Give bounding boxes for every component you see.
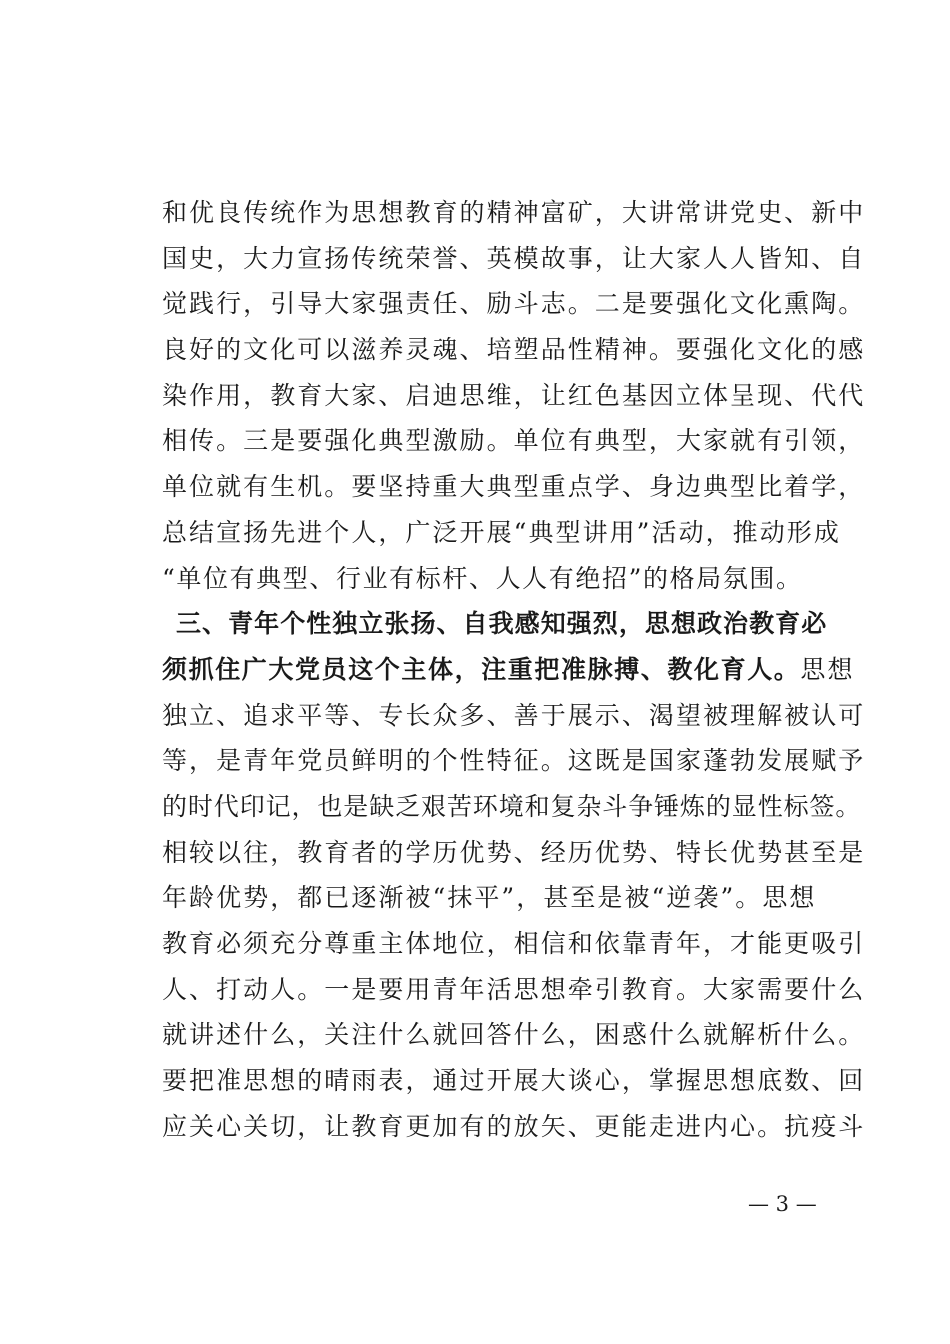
text-line: 教育必须充分尊重主体地位，相信和依靠青年，才能更吸引 <box>162 929 866 958</box>
text-line: 相传。三是要强化典型激励。单位有典型，大家就有引领， <box>162 426 866 456</box>
text-line: 总结宣扬先进个人，广泛开展“典型讲用”活动，推动形成 <box>162 517 841 547</box>
text-line: 就讲述什么，关注什么就回答什么，困惑什么就解析什么。 <box>162 1020 866 1050</box>
section-heading-line <box>162 647 862 693</box>
text-line: 的时代印记，也是缺乏艰苦环境和复杂斗争锤炼的显性标签。 <box>162 791 862 821</box>
text-line: 染作用，教育大家、启迪思维，让红色基因立体呈现、代代 <box>162 380 866 410</box>
text-line: 人、打动人。一是要用青年活思想牵引教育。大家需要什么 <box>162 974 866 1004</box>
text-line: 等，是青年党员鲜明的个性特征。这既是国家蓬勃发展赋予 <box>162 746 866 776</box>
text-line: 国史，大力宣扬传统荣誉、英模故事，让大家人人皆知、自 <box>162 243 866 273</box>
text-line: 和优良传统作为思想教育的精神富矿，大讲常讲党史、新中 <box>162 198 866 227</box>
text-fragment: 思想 <box>800 654 855 684</box>
text-line: 要把准思想的晴雨表，通过开展大谈心，掌握思想底数、回 <box>162 1066 866 1096</box>
section-heading-line <box>162 601 862 647</box>
text-line: 相较以往，教育者的学历优势、经历优势、特长优势甚至是 <box>162 837 866 867</box>
text-line: 良好的文化可以滋养灵魂、培塑品性精神。要强化文化的感 <box>162 335 866 365</box>
body-text <box>162 190 866 1149</box>
section-heading-text: 须抓住广大党员这个主体，注重把准脉搏、教化育人。 <box>162 654 801 684</box>
text-line: 觉践行，引导大家强责任、励斗志。二是要强化文化熏陶。 <box>162 289 866 319</box>
text-line: 应关心关切，让教育更加有的放矢、更能走进内心。抗疫斗 <box>162 1111 866 1141</box>
text-line: 年龄优势，都已逐渐被“抹平”，甚至是被“逆袭”。思想 <box>162 883 817 913</box>
text-line: 单位就有生机。要坚持重大典型重点学、身边典型比着学， <box>162 472 866 502</box>
text-line: 独立、追求平等、专长众多、善于展示、渴望被理解被认可 <box>162 700 866 730</box>
section-heading-text: 三、青年个性独立张扬、自我感知强烈，思想政治教育必 <box>176 609 828 639</box>
text-line: “单位有典型、行业有标杆、人人有绝招”的格局氛围。 <box>162 563 803 593</box>
page-number: — 3 — <box>748 1192 817 1216</box>
